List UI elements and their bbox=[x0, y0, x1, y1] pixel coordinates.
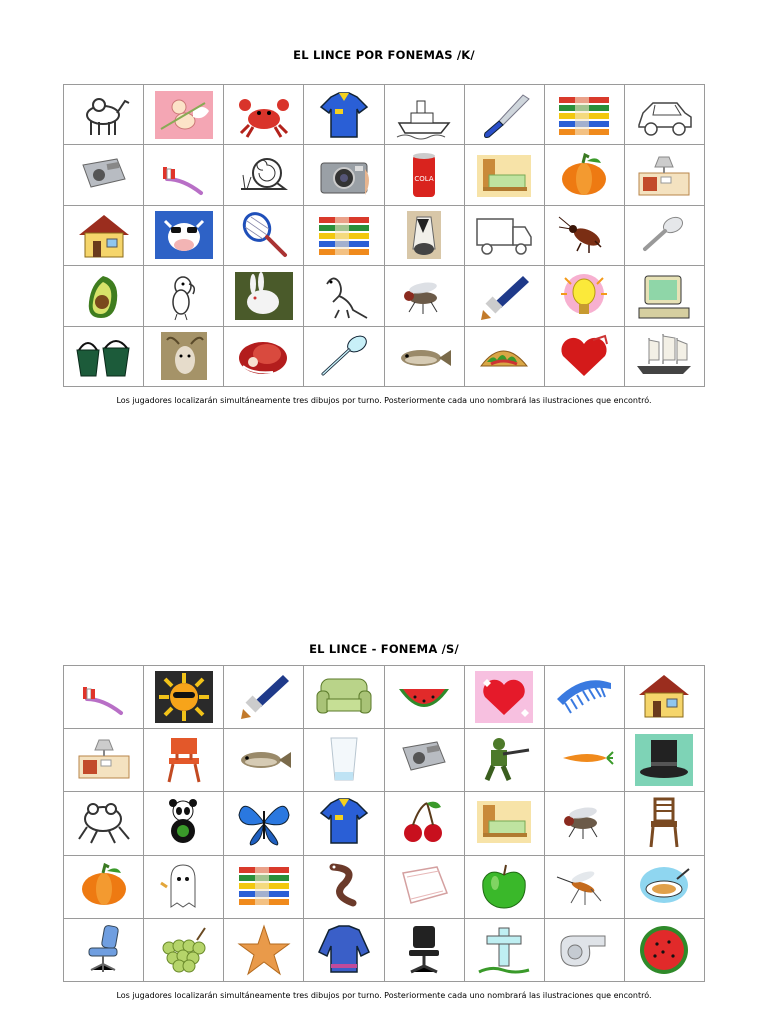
picture-cell bbox=[64, 919, 144, 982]
horse-icon bbox=[393, 209, 455, 261]
boat-icon bbox=[393, 89, 455, 141]
picture-cell bbox=[64, 666, 144, 729]
picture-cell bbox=[545, 856, 625, 919]
fish-icon bbox=[393, 330, 455, 382]
heart-icon bbox=[553, 330, 615, 382]
picture-cell bbox=[385, 145, 465, 205]
picture-cell bbox=[545, 145, 625, 205]
instructions-k: Los jugadores localizarán simultáneamente tres dibujos por turno. Posteriormente cada uno nombrará las ilustraciones que encontró. bbox=[116, 396, 652, 405]
carrot-icon bbox=[553, 732, 615, 788]
cola-can-icon bbox=[393, 149, 455, 201]
picture-cell bbox=[625, 266, 705, 326]
picture-cell bbox=[144, 856, 224, 919]
soldier-icon bbox=[473, 732, 535, 788]
picture-cell bbox=[625, 792, 705, 855]
picture-cell bbox=[224, 792, 304, 855]
car-icon bbox=[633, 89, 695, 141]
picture-cell bbox=[144, 327, 224, 387]
crayons-icon bbox=[233, 859, 295, 915]
cross-icon bbox=[473, 922, 535, 978]
picture-cell bbox=[304, 266, 384, 326]
ghost-icon bbox=[153, 859, 215, 915]
kangaroo-icon bbox=[313, 270, 375, 322]
sharpener-icon bbox=[393, 732, 455, 788]
picture-grid-s bbox=[63, 665, 705, 982]
instructions-s: Los jugadores localizarán simultáneamente tres dibujos por turno. Posteriormente cada uno nombrará las ilustraciones que encontró. bbox=[116, 991, 652, 1000]
napkin-icon bbox=[393, 859, 455, 915]
watermelon-slice-icon bbox=[393, 669, 455, 725]
picture-cell bbox=[144, 729, 224, 792]
crayons-icon bbox=[313, 209, 375, 261]
house-icon bbox=[633, 669, 695, 725]
picture-cell bbox=[625, 666, 705, 729]
picture-cell bbox=[224, 666, 304, 729]
comb-icon bbox=[553, 669, 615, 725]
picture-cell bbox=[224, 729, 304, 792]
picture-cell bbox=[385, 729, 465, 792]
top-hat-icon bbox=[633, 732, 695, 788]
pumpkin-icon bbox=[553, 149, 615, 201]
crayons-icon bbox=[553, 89, 615, 141]
fly-icon bbox=[393, 270, 455, 322]
taco-icon bbox=[473, 330, 535, 382]
lightbulb-icon bbox=[553, 270, 615, 322]
sun-icon bbox=[153, 669, 215, 725]
kitchen-icon bbox=[633, 149, 695, 201]
picture-cell bbox=[385, 792, 465, 855]
rabbit-icon bbox=[233, 270, 295, 322]
glass-icon bbox=[313, 732, 375, 788]
truck-icon bbox=[473, 209, 535, 261]
goat-icon bbox=[153, 330, 215, 382]
black-chair-icon bbox=[393, 922, 455, 978]
fish-icon bbox=[233, 732, 295, 788]
picture-cell bbox=[385, 666, 465, 729]
kitchen-icon bbox=[73, 732, 135, 788]
starfish-icon bbox=[233, 922, 295, 978]
picture-cell bbox=[545, 327, 625, 387]
picture-cell bbox=[465, 856, 545, 919]
racket-icon bbox=[233, 209, 295, 261]
cockroach-icon bbox=[553, 209, 615, 261]
worm-icon bbox=[313, 859, 375, 915]
spoon-blue-icon bbox=[313, 330, 375, 382]
picture-cell bbox=[545, 729, 625, 792]
page-title-k: EL LINCE POR FONEMAS /K/ bbox=[293, 48, 475, 62]
cherries-icon bbox=[393, 795, 455, 851]
shirt-icon bbox=[313, 795, 375, 851]
whistle-icon bbox=[553, 922, 615, 978]
picture-cell bbox=[304, 327, 384, 387]
picture-cell bbox=[64, 145, 144, 205]
picture-cell bbox=[64, 266, 144, 326]
picture-cell bbox=[144, 919, 224, 982]
apple-icon bbox=[473, 859, 535, 915]
picture-cell bbox=[465, 85, 545, 145]
office-chair-icon bbox=[73, 922, 135, 978]
picture-cell bbox=[625, 85, 705, 145]
brush-icon bbox=[233, 669, 295, 725]
shirt-icon bbox=[313, 89, 375, 141]
hearts-icon bbox=[473, 669, 535, 725]
picture-cell bbox=[304, 85, 384, 145]
picture-cell bbox=[465, 792, 545, 855]
picture-cell bbox=[224, 206, 304, 266]
frog-icon bbox=[73, 795, 135, 851]
svg-text:COLA: COLA bbox=[414, 175, 434, 184]
picture-cell bbox=[625, 856, 705, 919]
watermelon-icon bbox=[633, 922, 695, 978]
picture-cell bbox=[64, 856, 144, 919]
picture-cell bbox=[64, 85, 144, 145]
picture-cell bbox=[64, 792, 144, 855]
picture-cell bbox=[224, 327, 304, 387]
picture-cell bbox=[304, 919, 384, 982]
butterfly-icon bbox=[233, 795, 295, 851]
camel-icon bbox=[73, 89, 135, 141]
meat-icon bbox=[233, 330, 295, 382]
panda-icon bbox=[153, 795, 215, 851]
buckets-icon bbox=[73, 330, 135, 382]
picture-cell bbox=[545, 919, 625, 982]
picture-cell bbox=[304, 206, 384, 266]
parrot-icon bbox=[153, 270, 215, 322]
picture-cell bbox=[304, 729, 384, 792]
picture-cell bbox=[545, 85, 625, 145]
picture-cell bbox=[545, 666, 625, 729]
pumpkin-icon bbox=[73, 859, 135, 915]
picture-cell bbox=[304, 856, 384, 919]
picture-cell bbox=[304, 792, 384, 855]
picture-cell bbox=[224, 145, 304, 205]
picture-grid-k bbox=[63, 84, 705, 387]
picture-cell bbox=[465, 327, 545, 387]
sharpener-icon bbox=[73, 149, 135, 201]
picture-cell bbox=[224, 85, 304, 145]
brush-icon bbox=[473, 270, 535, 322]
toothbrush-icon bbox=[153, 149, 215, 201]
house-icon bbox=[73, 209, 135, 261]
picture-cell bbox=[224, 266, 304, 326]
computer-icon bbox=[633, 270, 695, 322]
soup-icon bbox=[633, 859, 695, 915]
sofa-icon bbox=[313, 669, 375, 725]
picture-cell bbox=[385, 327, 465, 387]
picture-cell bbox=[385, 856, 465, 919]
mosquito-icon bbox=[553, 859, 615, 915]
picture-cell bbox=[385, 85, 465, 145]
picture-cell bbox=[144, 85, 224, 145]
picture-cell bbox=[465, 666, 545, 729]
picture-cell bbox=[224, 919, 304, 982]
picture-cell bbox=[465, 266, 545, 326]
picture-cell bbox=[144, 792, 224, 855]
picture-cell bbox=[385, 919, 465, 982]
snail-icon bbox=[233, 149, 295, 201]
picture-cell bbox=[64, 327, 144, 387]
ship-icon bbox=[633, 330, 695, 382]
picture-cell bbox=[144, 145, 224, 205]
picture-cell bbox=[625, 919, 705, 982]
picture-cell bbox=[304, 145, 384, 205]
picture-cell bbox=[625, 145, 705, 205]
picture-cell bbox=[545, 206, 625, 266]
page-title-s: EL LINCE - FONEMA /S/ bbox=[309, 642, 459, 656]
camera-icon bbox=[313, 149, 375, 201]
picture-cell bbox=[64, 729, 144, 792]
picture-cell bbox=[545, 792, 625, 855]
picture-cell bbox=[304, 666, 384, 729]
crab-icon bbox=[233, 89, 295, 141]
picture-cell bbox=[625, 327, 705, 387]
chair-icon bbox=[153, 732, 215, 788]
picture-cell bbox=[385, 266, 465, 326]
picture-cell bbox=[144, 266, 224, 326]
sweater-icon bbox=[313, 922, 375, 978]
knife-icon bbox=[473, 89, 535, 141]
picture-cell bbox=[465, 919, 545, 982]
picture-cell bbox=[465, 729, 545, 792]
picture-cell bbox=[144, 666, 224, 729]
picture-cell bbox=[625, 206, 705, 266]
picture-cell bbox=[625, 729, 705, 792]
picture-cell bbox=[465, 145, 545, 205]
fly-icon bbox=[553, 795, 615, 851]
picture-cell bbox=[144, 206, 224, 266]
cupid-icon bbox=[153, 89, 215, 141]
spoon-icon bbox=[633, 209, 695, 261]
picture-cell bbox=[465, 206, 545, 266]
wooden-chair-icon bbox=[633, 795, 695, 851]
picture-cell bbox=[385, 206, 465, 266]
grapes-icon bbox=[153, 922, 215, 978]
bed-icon bbox=[473, 149, 535, 201]
cow-icon bbox=[153, 209, 215, 261]
picture-cell bbox=[545, 266, 625, 326]
toothbrush-icon bbox=[73, 669, 135, 725]
avocado-icon bbox=[73, 270, 135, 322]
bed-icon bbox=[473, 795, 535, 851]
picture-cell bbox=[64, 206, 144, 266]
picture-cell bbox=[224, 856, 304, 919]
